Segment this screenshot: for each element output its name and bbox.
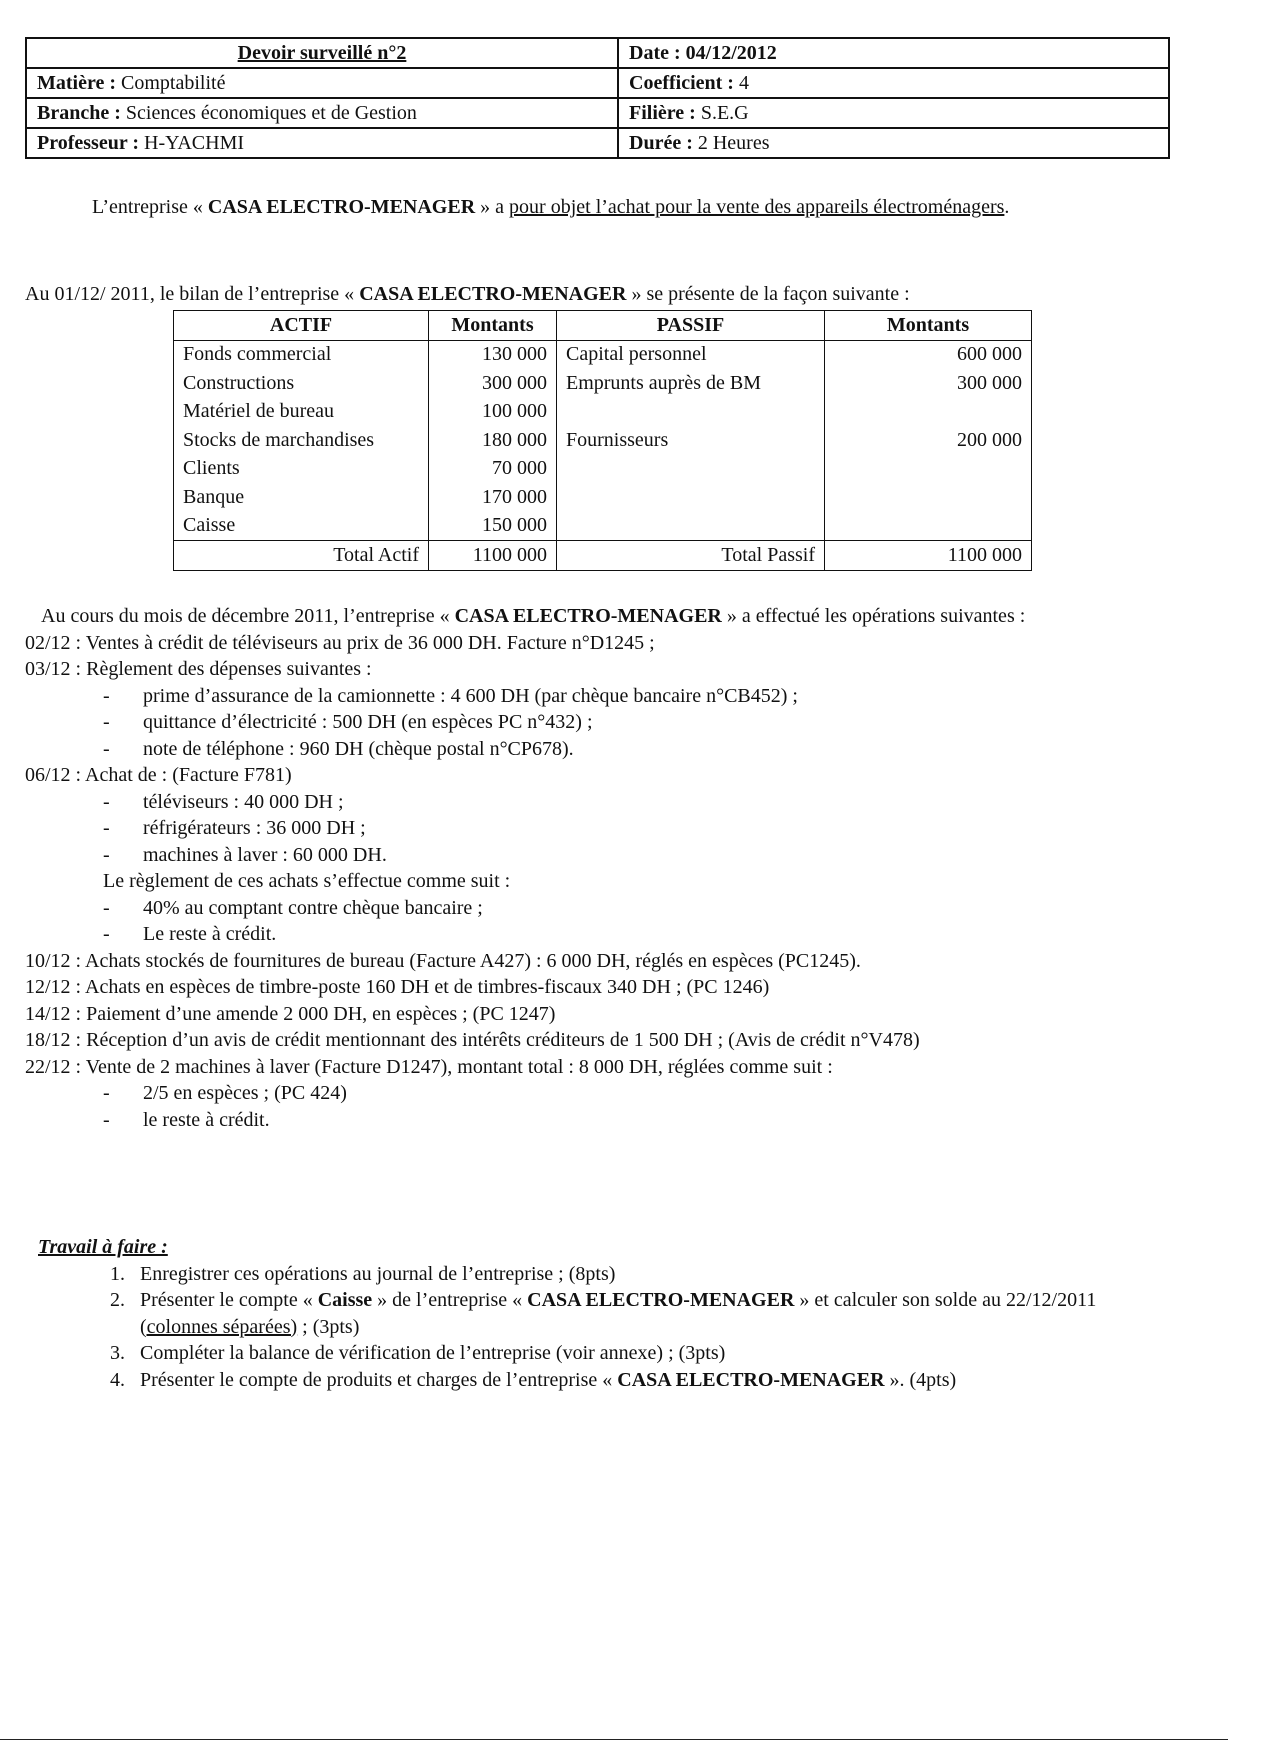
operation-sub-item: - réfrigérateurs : 36 000 DH ; xyxy=(25,815,1165,842)
bilan-row xyxy=(174,483,1032,512)
total-passif-value: 1100 000 xyxy=(825,541,1032,571)
header-coef-cell: Coefficient : 4 xyxy=(618,68,1169,98)
col-actif: ACTIF xyxy=(174,311,429,341)
actif-item: Fonds commercial xyxy=(174,340,429,369)
dash-bullet: - xyxy=(103,817,110,839)
bilan-row xyxy=(174,512,1032,541)
operation-sub-item: - 40% au comptant contre chèque bancaire ; xyxy=(25,895,1165,922)
intro-paragraph: L’entreprise « CASA ELECTRO-MENAGER » a pour objet l’achat pour la vente des appareils électroménagers. xyxy=(92,196,1010,218)
total-actif-value: 1100 000 xyxy=(429,541,557,571)
operation-sub-item: - Le reste à crédit. xyxy=(25,921,1165,948)
prof-value: H-YACHMI xyxy=(144,132,245,154)
actif-amount: 70 000 xyxy=(429,455,557,484)
operations-list xyxy=(25,630,1165,1134)
bottom-rule xyxy=(0,1739,1228,1740)
exam-date: 04/12/2012 xyxy=(685,42,777,64)
actif-amount: 130 000 xyxy=(429,340,557,369)
header-prof-cell: Professeur : H-YACHMI xyxy=(26,128,618,158)
header-branche-cell: Branche : Sciences économiques et de Gestion xyxy=(26,98,618,128)
operation-sub-item: - quittance d’électricité : 500 DH (en espèces PC n°432) ; xyxy=(25,709,1165,736)
exam-header-table xyxy=(25,37,1170,159)
dash-bullet: - xyxy=(103,790,110,813)
col-montants-passif: Montants xyxy=(825,311,1032,341)
operation-line: 10/12 : Achats stockés de fournitures de bureau (Facture A427) : 6 000 DH, réglés en espèces (PC1245). xyxy=(25,949,861,972)
bilan-total-row xyxy=(174,541,1032,571)
operation-sub-item: - 2/5 en espèces ; (PC 424) xyxy=(25,1080,1165,1107)
duree-value: 2 Heures xyxy=(697,132,770,154)
work-section xyxy=(38,1234,1168,1393)
actif-amount: 300 000 xyxy=(429,369,557,398)
actif-item: Caisse xyxy=(174,512,429,541)
company-purpose: pour objet l’achat pour la vente des appareils électroménagers xyxy=(509,196,1005,218)
dash-bullet: - xyxy=(103,923,110,945)
bilan-intro: Au 01/12/ 2011, le bilan de l’entreprise « CASA ELECTRO-MENAGER » se présente de la façon suivante : xyxy=(25,283,910,305)
actif-item: Matériel de bureau xyxy=(174,398,429,427)
passif-amount: 200 000 xyxy=(825,426,1032,455)
bilan-row xyxy=(174,398,1032,427)
actif-item: Banque xyxy=(174,483,429,512)
passif-item xyxy=(557,398,825,427)
operation-sub-item: - téléviseurs : 40 000 DH ; xyxy=(25,789,1165,816)
operation-line: 12/12 : Achats en espèces de timbre-poste 160 DH et de timbres-fiscaux 340 DH ; (PC 1246) xyxy=(25,976,770,998)
operation-line: 14/12 : Paiement d’une amende 2 000 DH, en espèces ; (PC 1247) xyxy=(25,1002,556,1025)
work-item-1: 1. Enregistrer ces opérations au journal de l’entreprise ; (8pts) xyxy=(130,1261,1168,1288)
passif-item: Emprunts auprès de BM xyxy=(557,369,825,398)
work-list xyxy=(38,1261,1168,1394)
passif-item: Fournisseurs xyxy=(557,426,825,455)
dash-bullet: - xyxy=(103,1082,110,1104)
passif-amount: 600 000 xyxy=(825,340,1032,369)
operation-sub-item: - prime d’assurance de la camionnette : 4 600 DH (par chèque bancaire n°CB452) ; xyxy=(25,683,1165,710)
header-filiere-cell: Filière : S.E.G xyxy=(618,98,1169,128)
work-title: Travail à faire : xyxy=(38,1236,168,1258)
bilan-table xyxy=(173,310,1032,571)
dash-bullet: - xyxy=(103,843,110,866)
dash-bullet: - xyxy=(103,896,110,919)
work-item-3: 3. Compléter la balance de vérification de l’entreprise (voir annexe) ; (3pts) xyxy=(130,1340,1168,1367)
actif-item: Constructions xyxy=(174,369,429,398)
dash-bullet: - xyxy=(103,711,110,733)
total-actif-label: Total Actif xyxy=(174,541,429,571)
operation-line: 18/12 : Réception d’un avis de crédit mentionnant des intérêts créditeurs de 1 500 DH ; (Avis de crédit n°V478) xyxy=(25,1029,920,1051)
bilan-row xyxy=(174,455,1032,484)
passif-amount xyxy=(825,455,1032,484)
operation-line: 06/12 : Achat de : (Facture F781) xyxy=(25,764,292,786)
total-passif-label: Total Passif xyxy=(557,541,825,571)
operation-line: Le règlement de ces achats s’effectue comme suit : xyxy=(103,870,511,892)
operation-sub-item: - machines à laver : 60 000 DH. xyxy=(25,842,1165,869)
work-item-4: 4. Présenter le compte de produits et charges de l’entreprise « CASA ELECTRO-MENAGER ». (4pts) xyxy=(130,1367,1168,1394)
branche-value: Sciences économiques et de Gestion xyxy=(125,102,417,124)
operations-intro: Au cours du mois de décembre 2011, l’entreprise « CASA ELECTRO-MENAGER » a effectué les opérations suivantes : xyxy=(41,605,1026,627)
actif-amount: 170 000 xyxy=(429,483,557,512)
company-name: CASA ELECTRO-MENAGER xyxy=(454,605,722,627)
company-name: CASA ELECTRO-MENAGER xyxy=(207,196,476,218)
header-date-cell: Date : 04/12/2012 xyxy=(618,38,1169,68)
passif-item xyxy=(557,483,825,512)
exam-title: Devoir surveillé n°2 xyxy=(237,42,407,64)
dash-bullet: - xyxy=(103,1108,110,1131)
coef-value: 4 xyxy=(738,72,749,94)
header-title-cell xyxy=(26,38,618,68)
operation-line: 22/12 : Vente de 2 machines à laver (Facture D1247), montant total : 8 000 DH, réglées comme suit : xyxy=(25,1055,833,1078)
operation-line: 02/12 : Ventes à crédit de téléviseurs au prix de 36 000 DH. Facture n°D1245 ; xyxy=(25,631,655,654)
actif-amount: 150 000 xyxy=(429,512,557,541)
passif-item: Capital personnel xyxy=(557,340,825,369)
col-montants-actif: Montants xyxy=(429,311,557,341)
bilan-row xyxy=(174,426,1032,455)
actif-amount: 100 000 xyxy=(429,398,557,427)
dash-bullet: - xyxy=(103,684,110,707)
dash-bullet: - xyxy=(103,737,110,760)
header-matiere-cell: Matière : Comptabilité xyxy=(26,68,618,98)
work-item-2: 2. Présenter le compte « Caisse » de l’entreprise « CASA ELECTRO-MENAGER » et calculer son solde au 22/12/2011 (colonnes séparées) ; (3pts) xyxy=(130,1287,1168,1340)
company-name: CASA ELECTRO-MENAGER xyxy=(359,283,627,305)
operation-line: 03/12 : Règlement des dépenses suivantes : xyxy=(25,658,372,680)
passif-item xyxy=(557,512,825,541)
operations-section xyxy=(25,603,1165,1133)
passif-item xyxy=(557,455,825,484)
actif-amount: 180 000 xyxy=(429,426,557,455)
filiere-value: S.E.G xyxy=(700,102,749,124)
passif-amount xyxy=(825,512,1032,541)
operation-sub-item: - note de téléphone : 960 DH (chèque postal n°CP678). xyxy=(25,736,1165,763)
matiere-value: Comptabilité xyxy=(121,72,226,94)
passif-amount xyxy=(825,398,1032,427)
bilan-row xyxy=(174,340,1032,369)
passif-amount: 300 000 xyxy=(825,369,1032,398)
actif-item: Stocks de marchandises xyxy=(174,426,429,455)
passif-amount xyxy=(825,483,1032,512)
header-duree-cell: Durée : 2 Heures xyxy=(618,128,1169,158)
actif-item: Clients xyxy=(174,455,429,484)
bilan-row xyxy=(174,369,1032,398)
bilan-header-row xyxy=(174,311,1032,341)
operation-sub-item: - le reste à crédit. xyxy=(25,1107,1165,1134)
col-passif: PASSIF xyxy=(557,311,825,341)
